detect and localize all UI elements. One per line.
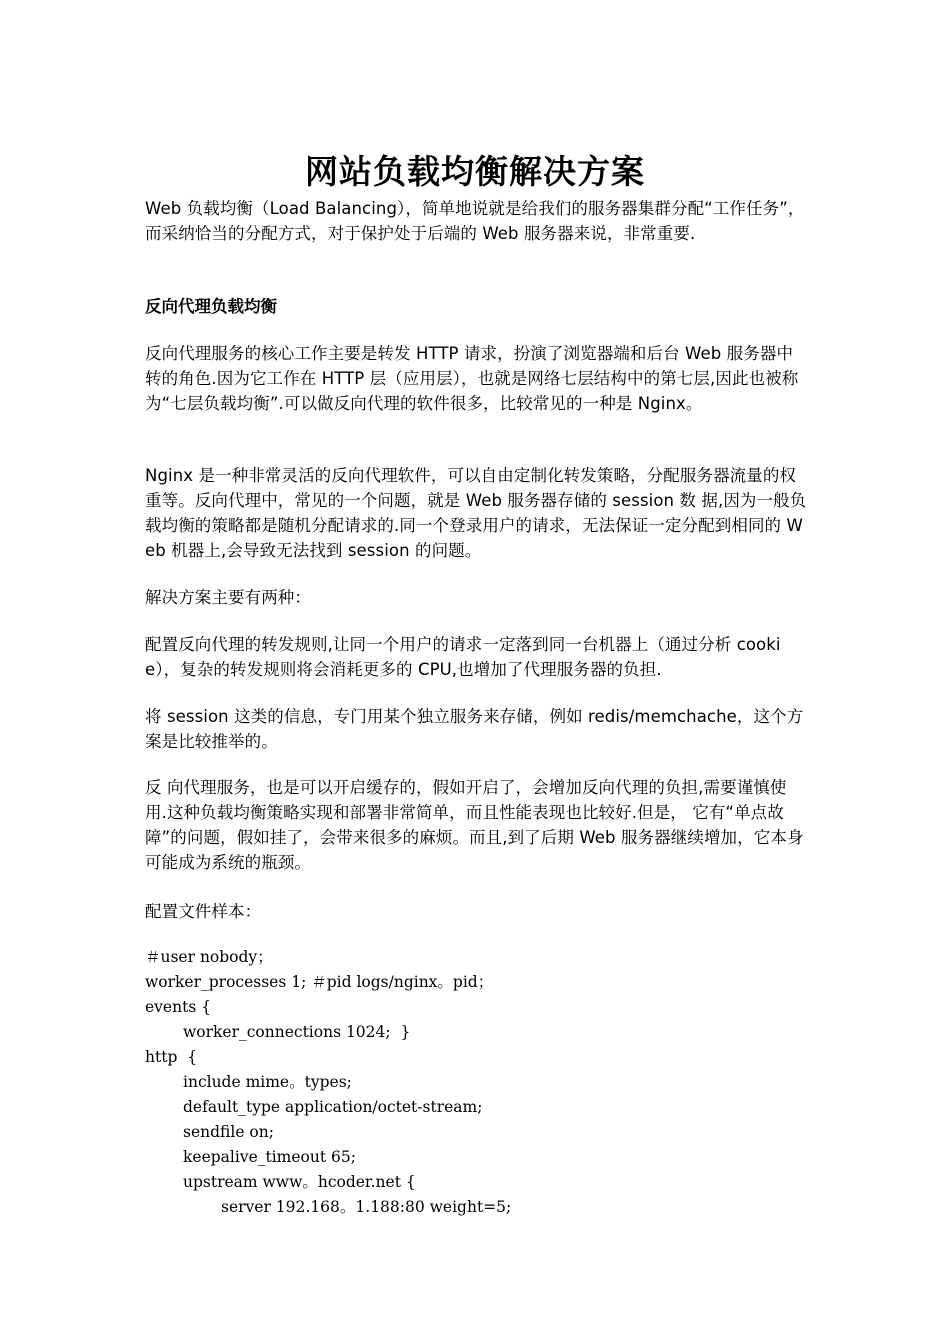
code-line: default_type application/octet-stream; [183,1098,483,1116]
code-line: include mime。types; [183,1073,352,1091]
code-line: sendfile on; [183,1123,274,1141]
section-heading: 反向代理负载均衡 [145,297,277,316]
code-line: upstream www。hcoder.net { [183,1173,416,1191]
code-line: http { [145,1048,198,1066]
code-line: worker_processes 1; ＃pid logs/nginx。pid； [145,973,494,991]
code-line: server 192.168。1.188:80 weight=5; [221,1198,512,1216]
code-line: events { [145,998,212,1016]
paragraph-reverse-proxy: 反向代理服务的核心工作主要是转发 HTTP 请求，扮演了浏览器端和后台 Web 服务器中转的角色.因为它工作在 HTTP 层（应用层），也就是网络七层结构中的第七层,因此也被称为“七层负载均衡”.可以做反向代理的软件很多，比较常见的一种是 Nginx。 [145,344,799,413]
paragraph-solutions-intro: 解决方案主要有两种： [145,588,311,607]
paragraph-cache-note: 反 向代理服务，也是可以开启缓存的，假如开启了，会增加反向代理的负担,需要谨慎使用.这种负载均衡策略实现和部署非常简单，而且性能表现也比较好.但是， 它有“单点故障”的问题，假如挂了，会带来很多的麻烦。而且,到了后期 Web 服务器继续增加，它本身可能成为系统的瓶颈。 [145,778,804,872]
paragraph-nginx: Nginx 是一种非常灵活的反向代理软件，可以自由定制化转发策略，分配服务器流量的权重等。反向代理中，常见的一个问题，就是 Web 服务器存储的 session 数 据,因为一般负载均衡的策略都是随机分配请求的.同一个登录用户的请求，无法保证一定分配到相同的 Web 机器上,会导致无法找到 session 的问题。 [145,466,807,560]
paragraph-solution-two: 将 session 这类的信息，专门用某个独立服务来存储，例如 redis/memchache，这个方案是比较推举的。 [145,707,804,751]
config-code-block [145,945,807,1220]
paragraph-config-sample-label: 配置文件样本： [145,902,262,921]
code-line: ＃user nobody； [145,948,273,966]
document-title: 网站负载均衡解决方案 [305,152,645,192]
code-line: worker_connections 1024; } [183,1023,411,1041]
intro-paragraph: Web 负载均衡（Load Balancing），简单地说就是给我们的服务器集群分配“工作任务”，而采纳恰当的分配方式，对于保护处于后端的 Web 服务器来说，非常重要. [145,199,805,243]
code-line: keepalive_timeout 65; [183,1148,356,1166]
paragraph-solution-one: 配置反向代理的转发规则,让同一个用户的请求一定落到同一台机器上（通过分析 cookie），复杂的转发规则将会消耗更多的 CPU,也增加了代理服务器的负担. [145,635,781,679]
